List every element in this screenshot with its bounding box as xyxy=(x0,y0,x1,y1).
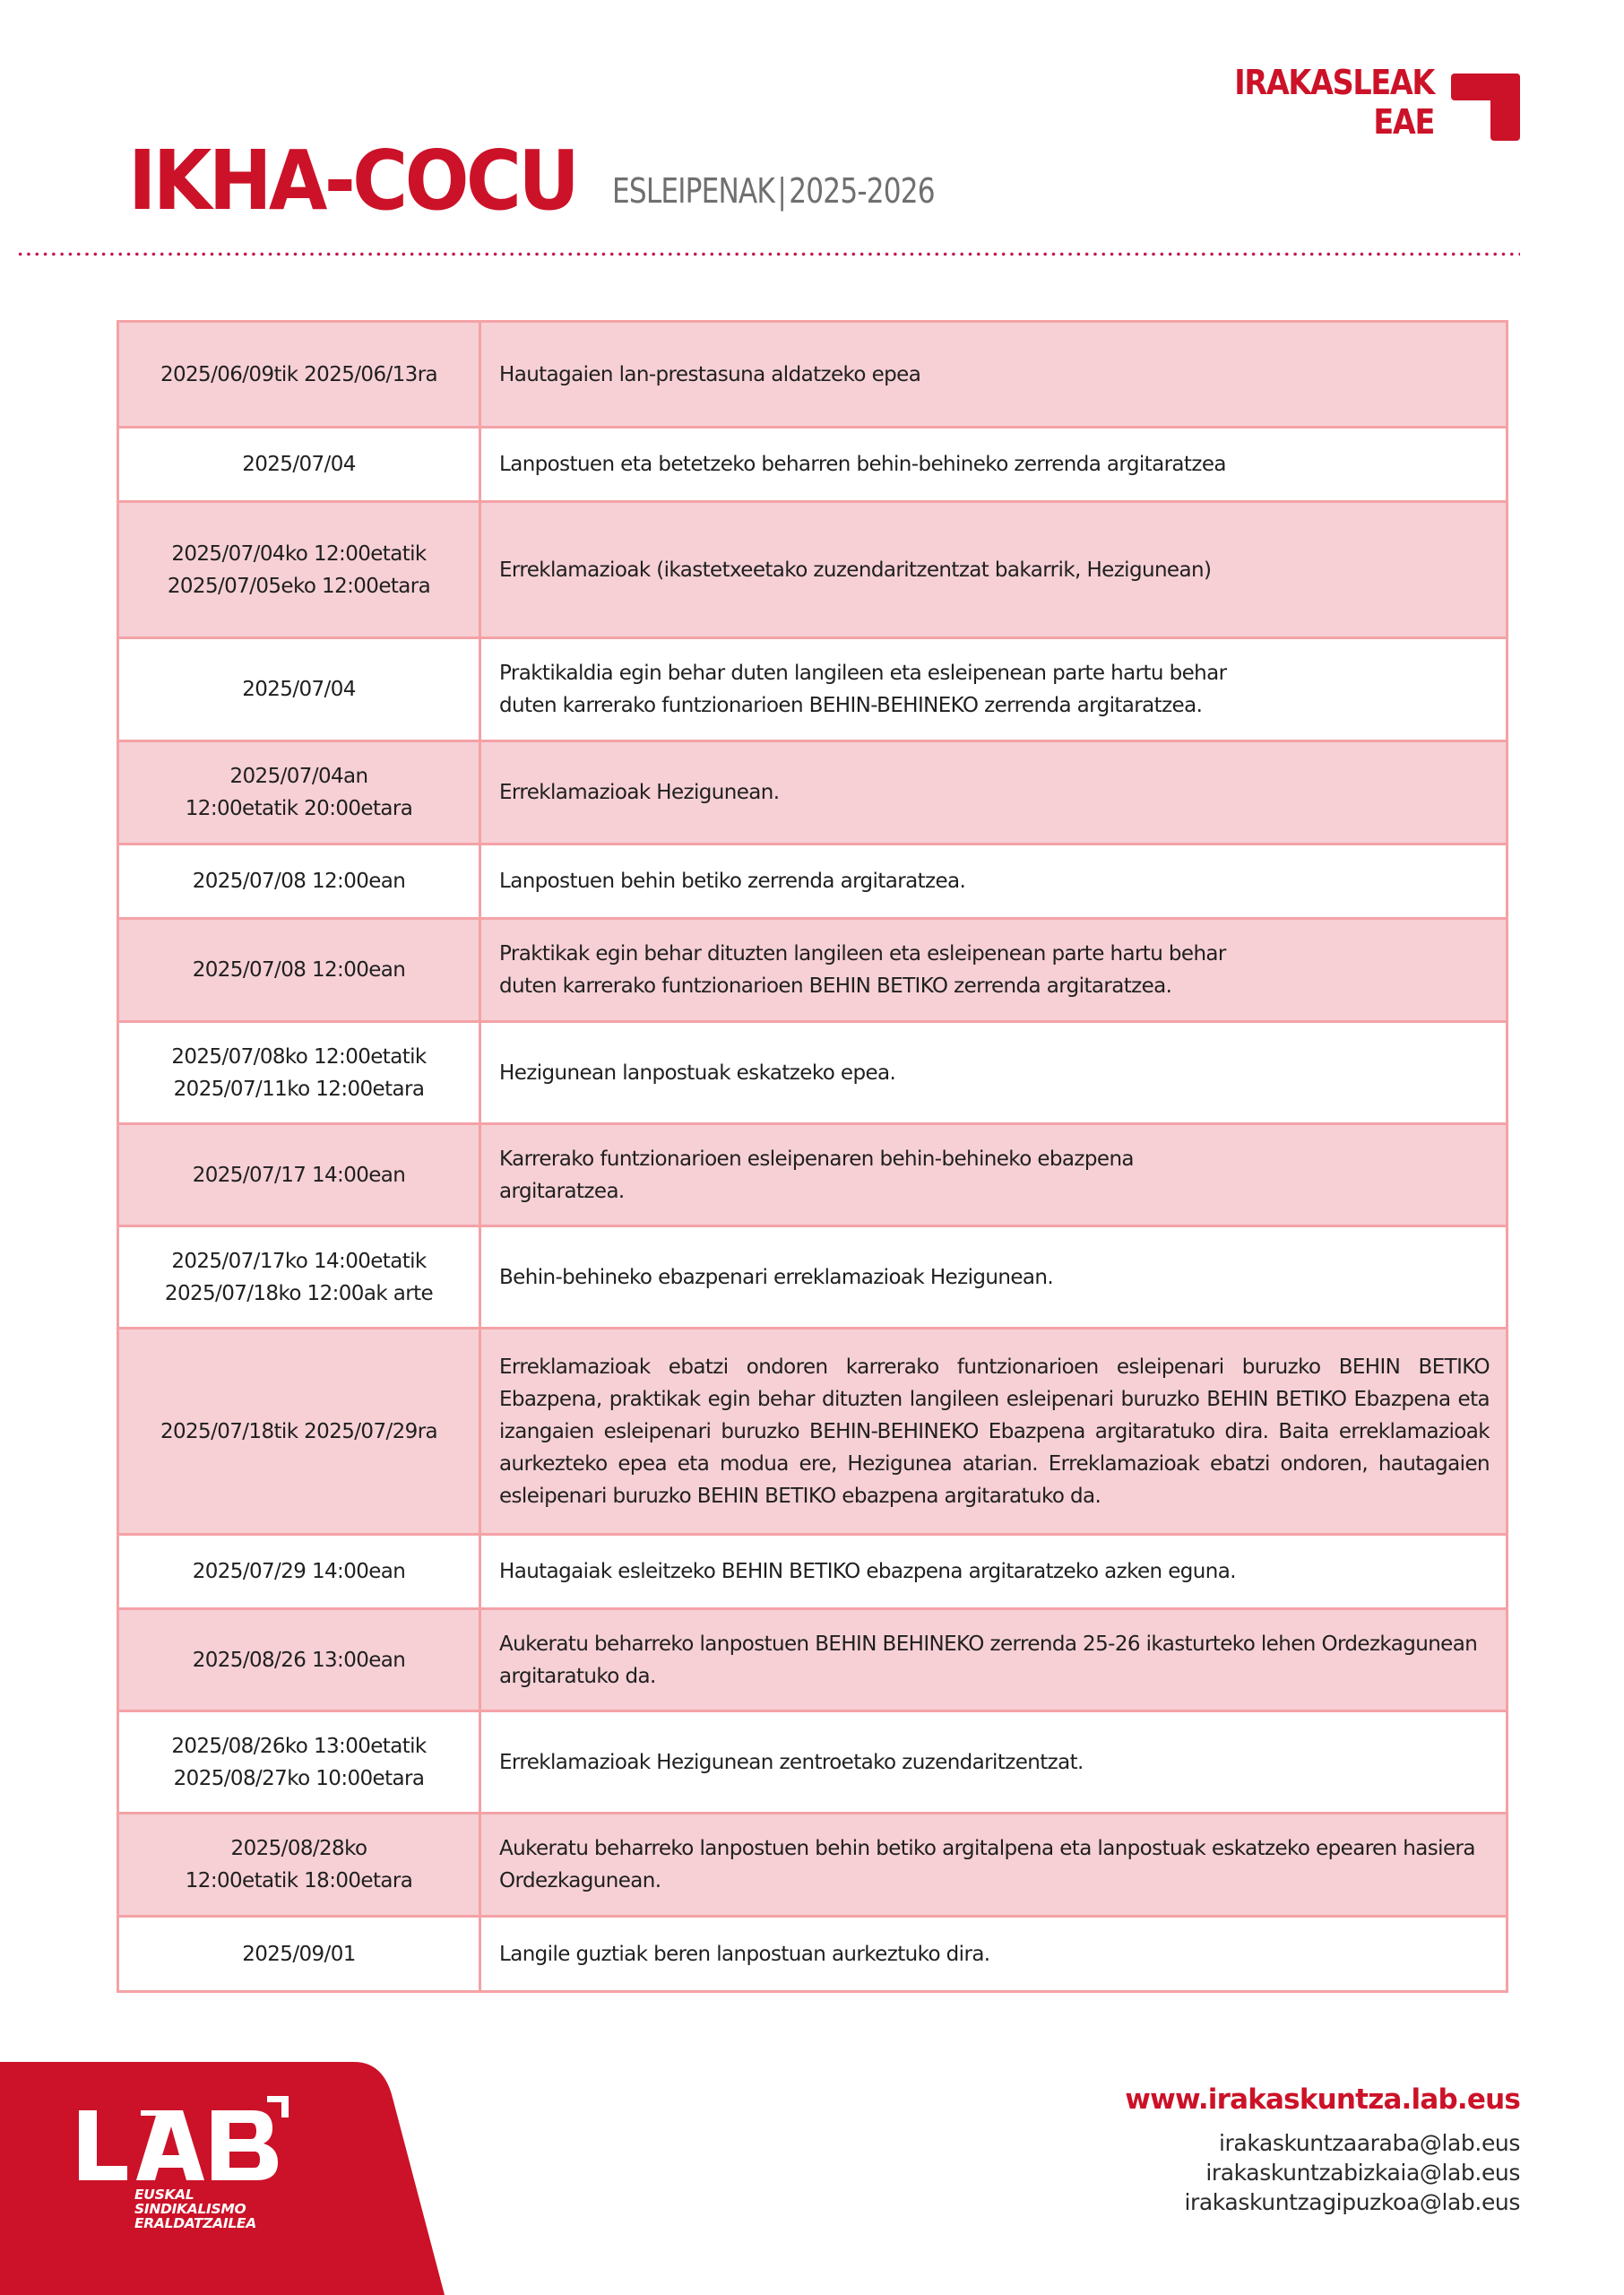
table-row xyxy=(118,1022,1507,1124)
table-row xyxy=(118,1917,1507,1992)
table-row xyxy=(118,1535,1507,1609)
table-row xyxy=(118,1609,1507,1711)
date-cell: 2025/08/28ko 12:00etatik 18:00etara xyxy=(118,1814,480,1917)
table-row xyxy=(118,1226,1507,1329)
dotted-divider xyxy=(16,252,1520,256)
date-cell: 2025/07/17ko 14:00etatik 2025/07/18ko 12:00ak arte xyxy=(118,1226,480,1329)
subtitle-separator: | xyxy=(777,171,787,211)
date-cell: 2025/08/26 13:00ean xyxy=(118,1609,480,1711)
description-cell: Praktikak egin behar dituzten langileen eta esleipenean parte hartu behar duten karrerako funtzionarioen BEHIN BETIKO zerrenda argitaratzea. xyxy=(480,919,1507,1022)
table-row xyxy=(118,919,1507,1022)
email-link-bizkaia[interactable]: irakaskuntzabizkaia@lab.eus xyxy=(1205,2160,1520,2186)
date-cell: 2025/07/08ko 12:00etatik 2025/07/11ko 12:00etara xyxy=(118,1022,480,1124)
table-row xyxy=(118,1124,1507,1226)
description-cell: Lanpostuen eta betetzeko beharren behin-behineko zerrenda argitaratzea xyxy=(480,428,1507,502)
date-cell: 2025/06/09tik 2025/06/13ra xyxy=(118,322,480,428)
subtitle-label: ESLEIPENAK xyxy=(612,171,775,211)
date-cell: 2025/07/04 xyxy=(118,428,480,502)
description-cell: Erreklamazioak Hezigunean. xyxy=(480,741,1507,844)
table-row xyxy=(118,638,1507,741)
table-row xyxy=(118,1329,1507,1535)
table-row xyxy=(118,1711,1507,1814)
lab-tagline: EUSKAL SINDIKALISMO ERALDATZAILEA xyxy=(134,2187,256,2231)
description-cell: Karrerako funtzionarioen esleipenaren behin-behineko ebazpena argitaratzea. xyxy=(480,1124,1507,1226)
description-cell: Hautagaien lan-prestasuna aldatzeko epea xyxy=(480,322,1507,428)
brand-label: IRAKASLEAK EAE xyxy=(1234,63,1434,142)
email-link-araba[interactable]: irakaskuntzaaraba@lab.eus xyxy=(1218,2130,1520,2156)
schedule-table xyxy=(117,320,1508,1993)
contact-block xyxy=(1125,2082,1520,2217)
date-cell: 2025/07/08 12:00ean xyxy=(118,919,480,1022)
description-cell: Behin-behineko ebazpenari erreklamazioak Hezigunean. xyxy=(480,1226,1507,1329)
table-row xyxy=(118,1814,1507,1917)
date-cell: 2025/07/04 xyxy=(118,638,480,741)
description-cell: Langile guztiak beren lanpostuan aurkeztuko dira. xyxy=(480,1917,1507,1992)
date-cell: 2025/07/04ko 12:00etatik 2025/07/05eko 12:00etara xyxy=(118,502,480,638)
email-link-gipuzkoa[interactable]: irakaskuntzagipuzkoa@lab.eus xyxy=(1184,2189,1520,2215)
description-cell: Aukeratu beharreko lanpostuen behin betiko argitalpena eta lanpostuak eskatzeko epearen hasiera Ordezkagunean. xyxy=(480,1814,1507,1917)
description-cell: Hezigunean lanpostuak eskatzeko epea. xyxy=(480,1022,1507,1124)
subtitle-year: 2025-2026 xyxy=(789,171,935,211)
date-cell: 2025/07/08 12:00ean xyxy=(118,844,480,919)
description-cell: Praktikaldia egin behar duten langileen eta esleipenean parte hartu behar duten karrerako funtzionarioen BEHIN-BEHINEKO zerrenda argitaratzea. xyxy=(480,638,1507,741)
table-row xyxy=(118,844,1507,919)
description-cell: Erreklamazioak ebatzi ondoren karrerako funtzionarioen esleipenari buruzko BEHIN BETIKO Ebazpena, praktikak egin behar dituzten langileen esleipenari buruzko BEHIN BETIKO Ebazpena eta izangaien esleipenari buruzko BEHIN-BEHINEKO Ebazpena argitaratuko dira. Baita erreklamazioak aurkezteko epea eta modua ere, Hezigunea atarian. Erreklamazioak ebatzi ondoren, hautagaien esleipenari buruzko BEHIN BETIKO ebazpena argitaratuko da. xyxy=(480,1329,1507,1535)
description-cell: Aukeratu beharreko lanpostuen BEHIN BEHINEKO zerrenda 25-26 ikasturteko lehen Ordezkagunean argitaratuko da. xyxy=(480,1609,1507,1711)
date-cell: 2025/08/26ko 13:00etatik 2025/08/27ko 10:00etara xyxy=(118,1711,480,1814)
description-cell: Hautagaiak esleitzeko BEHIN BETIKO ebazpena argitaratzeko azken eguna. xyxy=(480,1535,1507,1609)
page-subtitle xyxy=(612,171,935,211)
bracket-bar-vertical xyxy=(1490,74,1520,141)
date-cell: 2025/09/01 xyxy=(118,1917,480,1992)
table-row xyxy=(118,322,1507,428)
description-cell: Lanpostuen behin betiko zerrenda argitaratzea. xyxy=(480,844,1507,919)
date-cell: 2025/07/29 14:00ean xyxy=(118,1535,480,1609)
table-row xyxy=(118,741,1507,844)
date-cell: 2025/07/04an 12:00etatik 20:00etara xyxy=(118,741,480,844)
description-cell: Erreklamazioak (ikastetxeetako zuzendaritzentzat bakarrik, Hezigunean) xyxy=(480,502,1507,638)
table-row xyxy=(118,502,1507,638)
page-title: IKHA-COCU xyxy=(128,133,577,229)
description-cell: Erreklamazioak Hezigunean zentroetako zuzendaritzentzat. xyxy=(480,1711,1507,1814)
table-row xyxy=(118,428,1507,502)
date-cell: 2025/07/18tik 2025/07/29ra xyxy=(118,1329,480,1535)
website-link[interactable]: www.irakaskuntza.lab.eus xyxy=(1125,2083,1520,2116)
lab-logo xyxy=(77,2094,292,2182)
date-cell: 2025/07/17 14:00ean xyxy=(118,1124,480,1226)
